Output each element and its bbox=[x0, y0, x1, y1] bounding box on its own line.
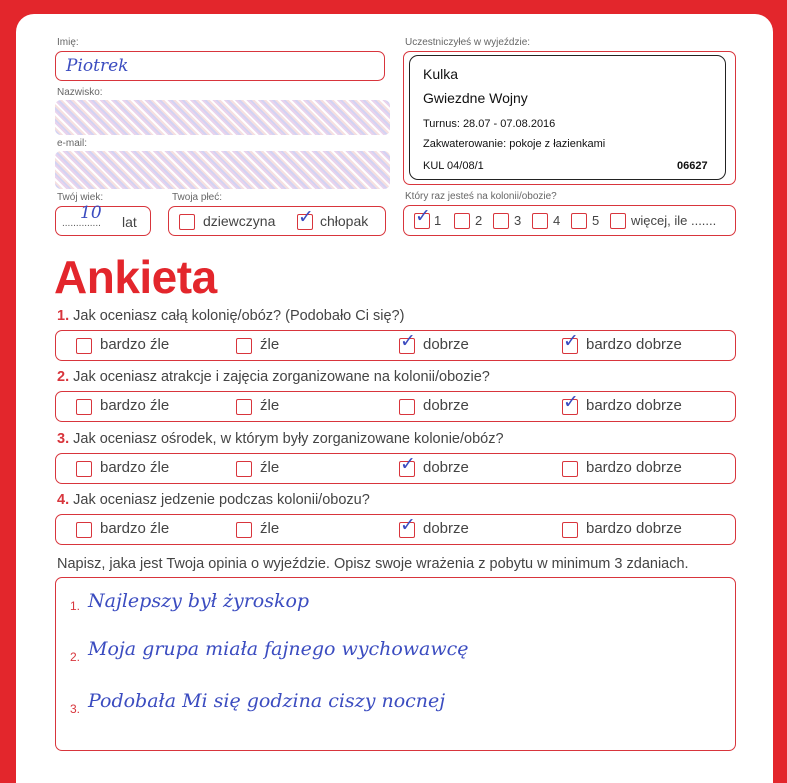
stamp-frame bbox=[409, 55, 726, 180]
question-3-option-2-checkbox[interactable] bbox=[236, 461, 252, 477]
gender-male-checkbox[interactable] bbox=[297, 206, 314, 230]
times-option-1-checkbox[interactable] bbox=[414, 205, 431, 229]
question-1-option-3-label: dobrze bbox=[423, 336, 469, 353]
question-1-number: 1. bbox=[57, 308, 70, 324]
question-1-option-4-checkbox[interactable] bbox=[562, 330, 579, 354]
stamp-line1: Kulka bbox=[423, 66, 459, 82]
stamp-turnus: Turnus: 28.07 - 07.08.2016 bbox=[423, 118, 556, 130]
question-3-option-1-label: bardzo źle bbox=[100, 459, 170, 476]
question-4-text bbox=[57, 492, 370, 508]
question-1-option-1-label: bardzo źle bbox=[100, 336, 170, 353]
question-2-options bbox=[55, 391, 736, 422]
question-2-number: 2. bbox=[57, 369, 70, 385]
times-option-3-checkbox[interactable] bbox=[493, 213, 509, 229]
question-2-option-1-label: bardzo źle bbox=[100, 397, 170, 414]
times-option-more-checkbox[interactable] bbox=[610, 213, 626, 229]
question-1-option-2-checkbox[interactable] bbox=[236, 338, 252, 354]
times-option-1-label: 1 bbox=[434, 213, 442, 228]
question-3-option-1-checkbox[interactable] bbox=[76, 461, 92, 477]
question-2-label: Jak oceniasz atrakcje i zajęcia zorganizowane na kolonii/obozie? bbox=[73, 369, 490, 385]
question-3-option-3-label: dobrze bbox=[423, 459, 469, 476]
question-4-option-3-label: dobrze bbox=[423, 520, 469, 537]
times-option-2-checkbox[interactable] bbox=[454, 213, 470, 229]
question-3-option-2-label: źle bbox=[260, 459, 280, 476]
participant-label: Uczestniczyłeś w wyjeździe: bbox=[405, 37, 531, 48]
opinion-field[interactable] bbox=[55, 577, 736, 751]
question-3-number: 3. bbox=[57, 431, 70, 447]
question-3-option-4-checkbox[interactable] bbox=[562, 461, 578, 477]
question-4-number: 4. bbox=[57, 492, 70, 508]
opinion-line-3-text: Podobała Mi się godzina ciszy nocnej bbox=[88, 690, 446, 712]
question-2-option-2-label: źle bbox=[260, 397, 280, 414]
opinion-prompt: Napisz, jaka jest Twoja opinia o wyjeździe. Opisz swoje wrażenia z pobytu w minimum 3 zdaniach. bbox=[57, 556, 689, 572]
opinion-line-2-number: 2. bbox=[70, 650, 81, 664]
checkmark-icon: ✓ bbox=[400, 330, 416, 352]
opinion-line-1 bbox=[70, 590, 710, 620]
stamp-code: KUL 04/08/1 bbox=[423, 160, 484, 172]
opinion-line-2 bbox=[70, 638, 710, 668]
times-option-4-checkbox[interactable] bbox=[532, 213, 548, 229]
question-1-label: Jak oceniasz całą kolonię/obóz? (Podobało Ci się?) bbox=[73, 308, 405, 324]
question-2-option-4-label: bardzo dobrze bbox=[586, 397, 682, 414]
checkmark-icon: ✓ bbox=[415, 205, 431, 227]
question-3-option-3-checkbox[interactable] bbox=[399, 453, 416, 477]
checkmark-icon: ✓ bbox=[563, 391, 579, 413]
question-1-option-2-label: źle bbox=[260, 336, 280, 353]
question-4-label: Jak oceniasz jedzenie podczas kolonii/obozu? bbox=[73, 492, 370, 508]
question-3-options bbox=[55, 453, 736, 484]
question-2-option-2-checkbox[interactable] bbox=[236, 399, 252, 415]
question-4-option-3-checkbox[interactable] bbox=[399, 514, 416, 538]
question-1-text bbox=[57, 308, 404, 324]
opinion-line-3-number: 3. bbox=[70, 702, 81, 716]
question-4-option-4-label: bardzo dobrze bbox=[586, 520, 682, 537]
age-unit: lat bbox=[122, 214, 137, 230]
question-1-option-3-checkbox[interactable] bbox=[399, 330, 416, 354]
gender-female-label: dziewczyna bbox=[203, 213, 276, 229]
opinion-line-3 bbox=[70, 690, 710, 720]
opinion-line-1-text: Najlepszy był żyroskop bbox=[88, 590, 310, 612]
age-label: Twój wiek: bbox=[57, 192, 104, 203]
checkmark-icon: ✓ bbox=[298, 206, 314, 228]
participant-field bbox=[403, 51, 736, 185]
times-option-2-label: 2 bbox=[475, 213, 483, 228]
name-field[interactable] bbox=[55, 51, 385, 81]
times-label: Który raz jesteś na kolonii/obozie? bbox=[405, 191, 557, 202]
email-field-redacted bbox=[55, 151, 390, 189]
opinion-lines bbox=[70, 590, 720, 740]
question-4-option-2-checkbox[interactable] bbox=[236, 522, 252, 538]
checkmark-icon: ✓ bbox=[563, 330, 579, 352]
question-2-text bbox=[57, 369, 490, 385]
question-3-label: Jak oceniasz ośrodek, w którym były zorganizowane kolonie/obóz? bbox=[73, 431, 504, 447]
question-1-option-1-checkbox[interactable] bbox=[76, 338, 92, 354]
email-label: e-mail: bbox=[57, 138, 88, 149]
surname-label: Nazwisko: bbox=[57, 87, 103, 98]
question-2-option-1-checkbox[interactable] bbox=[76, 399, 92, 415]
question-1-options bbox=[55, 330, 736, 361]
times-option-3-label: 3 bbox=[514, 213, 522, 228]
times-option-5-label: 5 bbox=[592, 213, 600, 228]
question-3-text bbox=[57, 431, 504, 447]
gender-male-label: chłopak bbox=[320, 213, 369, 229]
question-4-option-2-label: źle bbox=[260, 520, 280, 537]
gender-female-checkbox[interactable] bbox=[179, 214, 195, 230]
opinion-line-2-text: Moja grupa miała fajnego wychowawcę bbox=[88, 638, 469, 660]
name-label: Imię: bbox=[57, 37, 79, 48]
times-field bbox=[403, 205, 736, 236]
checkmark-icon: ✓ bbox=[400, 453, 416, 475]
stamp-number: 06627 bbox=[677, 160, 708, 172]
age-value: 10 bbox=[80, 203, 102, 223]
stamp-zakwaterowanie: Zakwaterowanie: pokoje z łazienkami bbox=[423, 138, 606, 150]
question-2-option-4-checkbox[interactable] bbox=[562, 391, 579, 415]
page-title: Ankieta bbox=[54, 251, 217, 303]
gender-label: Twoja płeć: bbox=[172, 192, 223, 203]
question-4-options bbox=[55, 514, 736, 545]
question-1-option-4-label: bardzo dobrze bbox=[586, 336, 682, 353]
surname-field-redacted bbox=[55, 100, 390, 135]
question-2-option-3-checkbox[interactable] bbox=[399, 399, 415, 415]
opinion-line-1-number: 1. bbox=[70, 599, 81, 613]
question-4-option-1-label: bardzo źle bbox=[100, 520, 170, 537]
gender-field bbox=[168, 206, 386, 236]
times-option-5-checkbox[interactable] bbox=[571, 213, 587, 229]
question-2-option-3-label: dobrze bbox=[423, 397, 469, 414]
times-option-more-label: więcej, ile ....... bbox=[631, 213, 717, 228]
age-dots: .............. bbox=[62, 218, 101, 229]
question-3-option-4-label: bardzo dobrze bbox=[586, 459, 682, 476]
question-4-option-1-checkbox[interactable] bbox=[76, 522, 92, 538]
times-option-4-label: 4 bbox=[553, 213, 561, 228]
checkmark-icon: ✓ bbox=[400, 514, 416, 536]
question-4-option-4-checkbox[interactable] bbox=[562, 522, 578, 538]
name-value: Piotrek bbox=[66, 56, 129, 76]
age-field[interactable] bbox=[55, 203, 151, 236]
stamp-line2: Gwiezdne Wojny bbox=[423, 90, 528, 106]
